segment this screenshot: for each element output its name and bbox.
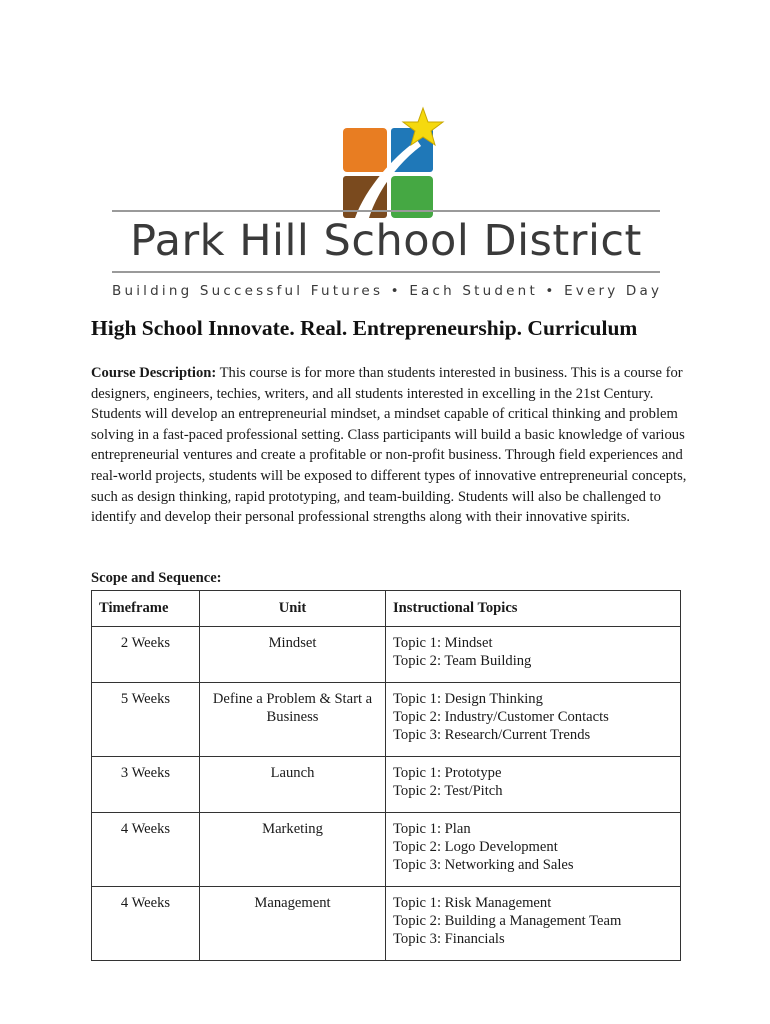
cell-topics <box>386 813 681 887</box>
table-row <box>92 757 681 813</box>
topic-line: Topic 3: Networking and Sales <box>393 857 574 873</box>
cell-unit: Define a Problem & Start a Business <box>200 683 386 757</box>
cell-unit: Launch <box>200 757 386 813</box>
topic-line: Topic 3: Research/Current Trends <box>393 727 591 743</box>
cell-topics <box>386 887 681 961</box>
cell-timeframe: 5 Weeks <box>92 683 200 757</box>
table-row <box>92 627 681 683</box>
cell-topics <box>386 683 681 757</box>
document-title: High School Innovate. Real. Entrepreneurship. Curriculum <box>91 316 638 340</box>
topic-line: Topic 1: Prototype <box>393 765 502 781</box>
district-header <box>0 0 770 310</box>
cell-unit: Marketing <box>200 813 386 887</box>
course-description <box>91 363 687 528</box>
header-unit: Unit <box>200 591 386 627</box>
district-logo-icon <box>335 100 450 222</box>
topic-line: Topic 1: Design Thinking <box>393 691 543 707</box>
table-row <box>92 887 681 961</box>
scope-label: Scope and Sequence: <box>91 570 222 586</box>
table-body <box>92 627 681 961</box>
topic-line: Topic 2: Team Building <box>393 653 532 669</box>
cell-timeframe: 3 Weeks <box>92 757 200 813</box>
topic-line: Topic 3: Financials <box>393 931 505 947</box>
table-row <box>92 683 681 757</box>
cell-unit: Management <box>200 887 386 961</box>
topic-line: Topic 2: Test/Pitch <box>393 783 503 799</box>
topic-line: Topic 1: Mindset <box>393 635 493 651</box>
cell-timeframe: 4 Weeks <box>92 887 200 961</box>
cell-unit: Mindset <box>200 627 386 683</box>
topic-line: Topic 2: Building a Management Team <box>393 913 622 929</box>
cell-topics <box>386 757 681 813</box>
scope-sequence-table <box>91 590 681 961</box>
header-timeframe: Timeframe <box>92 591 200 627</box>
cell-topics <box>386 627 681 683</box>
cell-timeframe: 4 Weeks <box>92 813 200 887</box>
table-header-row <box>92 591 681 627</box>
topic-line: Topic 2: Logo Development <box>393 839 558 855</box>
course-description-label: Course Description: <box>91 365 217 381</box>
header-topics: Instructional Topics <box>386 591 681 627</box>
district-name: Park Hill School District <box>130 216 642 266</box>
topic-line: Topic 1: Risk Management <box>393 895 552 911</box>
district-tagline: Building Successful Futures • Each Student • Every Day <box>112 283 663 299</box>
topic-line: Topic 1: Plan <box>393 821 471 837</box>
topic-line: Topic 2: Industry/Customer Contacts <box>393 709 609 725</box>
header-bottom-rule <box>112 271 660 273</box>
table-row <box>92 813 681 887</box>
cell-timeframe: 2 Weeks <box>92 627 200 683</box>
course-description-text: This course is for more than students interested in business. This is a course for designers, engineers, techies, writers, and all students interested in excelling in the 21st Century. Students will develop an entrepreneurial mindset, a mindset capable of critical thinking and problem solving in a fast-paced professional setting. Class participants will build a basic knowledge of various entrepreneurial ventures and create a profitable or non-profit business. Through field experiences and real-world projects, students will be exposed to different types of innovative entrepreneurial concepts, such as design thinking, rapid prototyping, and team-building. Students will also be challenged to identify and develop their personal professional strengths along with their innovative spirits. <box>91 365 687 526</box>
